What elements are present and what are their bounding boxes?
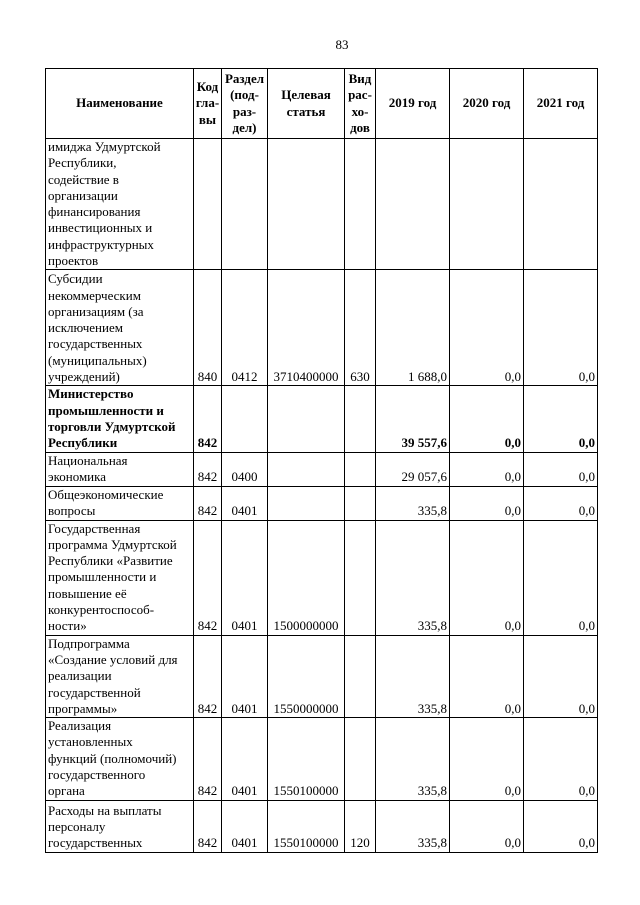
chapter-code-cell: 842: [194, 386, 222, 452]
section-cell: 0401: [222, 486, 268, 520]
value-2020-cell: 0,0: [450, 486, 524, 520]
value-2019-cell: 335,8: [376, 635, 450, 717]
value-2019-cell: 335,8: [376, 718, 450, 800]
page-number: 83: [335, 37, 349, 52]
target-article-cell: 3710400000: [268, 270, 345, 386]
target-article-cell: [268, 486, 345, 520]
budget-table: [45, 68, 598, 853]
target-article-cell: 1500000000: [268, 520, 345, 635]
value-2019-cell: 29 057,6: [376, 452, 450, 486]
value-2020-cell: 0,0: [450, 270, 524, 386]
section-cell: [222, 386, 268, 452]
value-2021-cell: 0,0: [524, 270, 598, 386]
section-cell: 0412: [222, 270, 268, 386]
table-row: [46, 452, 598, 486]
name-cell: Министерство промышленности и торговли Удмуртской Республики: [46, 386, 194, 452]
expense-type-cell: [345, 635, 376, 717]
chapter-code-cell: 840: [194, 270, 222, 386]
target-article-cell: 1550100000: [268, 718, 345, 800]
expense-type-cell: [345, 718, 376, 800]
chapter-code-cell: 842: [194, 452, 222, 486]
header-section: Раздел (под- раз- дел): [222, 69, 268, 139]
value-2019-cell: 335,8: [376, 520, 450, 635]
expense-type-cell: [345, 452, 376, 486]
name-cell: Национальная экономика: [46, 452, 194, 486]
value-2021-cell: 0,0: [524, 486, 598, 520]
chapter-code-cell: [194, 139, 222, 270]
chapter-code-cell: 842: [194, 486, 222, 520]
chapter-code-cell: 842: [194, 800, 222, 852]
value-2020-cell: 0,0: [450, 520, 524, 635]
header-expense-type: Вид рас- хо- дов: [345, 69, 376, 139]
name-cell: Государственная программа Удмуртской Республики «Развитие промышленности и повышение её конкурентоспособ- ности»: [46, 520, 194, 635]
value-2021-cell: [524, 139, 598, 270]
value-2019-cell: 335,8: [376, 486, 450, 520]
value-2020-cell: 0,0: [450, 452, 524, 486]
section-cell: 0401: [222, 800, 268, 852]
value-2021-cell: 0,0: [524, 800, 598, 852]
chapter-code-cell: 842: [194, 635, 222, 717]
table-row-ministry: [46, 386, 598, 452]
table-row: [46, 635, 598, 717]
section-cell: 0400: [222, 452, 268, 486]
name-cell: Общеэкономические вопросы: [46, 486, 194, 520]
header-2021: 2021 год: [524, 69, 598, 139]
header-chapter-code: Код гла- вы: [194, 69, 222, 139]
expense-type-cell: [345, 486, 376, 520]
table-row: [46, 139, 598, 270]
value-2020-cell: 0,0: [450, 386, 524, 452]
value-2019-cell: 1 688,0: [376, 270, 450, 386]
chapter-code-cell: 842: [194, 520, 222, 635]
name-cell: Подпрограмма «Создание условий для реализации государственной программы»: [46, 635, 194, 717]
section-cell: 0401: [222, 520, 268, 635]
value-2019-cell: [376, 139, 450, 270]
table-row: [46, 520, 598, 635]
value-2020-cell: 0,0: [450, 718, 524, 800]
target-article-cell: 1550000000: [268, 635, 345, 717]
header-target-article: Целевая статья: [268, 69, 345, 139]
value-2020-cell: [450, 139, 524, 270]
expense-type-cell: 120: [345, 800, 376, 852]
name-cell: Субсидии некоммерческим организациям (за исключением государственных (муниципальных) учреждений): [46, 270, 194, 386]
name-cell: Расходы на выплаты персоналу государственных: [46, 800, 194, 852]
value-2021-cell: 0,0: [524, 718, 598, 800]
header-name: Наименование: [46, 69, 194, 139]
table-header-row: [46, 69, 598, 139]
value-2021-cell: 0,0: [524, 635, 598, 717]
table-row: [46, 800, 598, 852]
section-cell: 0401: [222, 635, 268, 717]
name-cell: Реализация установленных функций (полномочий) государственного органа: [46, 718, 194, 800]
target-article-cell: 1550100000: [268, 800, 345, 852]
expense-type-cell: [345, 386, 376, 452]
value-2020-cell: 0,0: [450, 800, 524, 852]
table-row: [46, 486, 598, 520]
table-row: [46, 718, 598, 800]
section-cell: 0401: [222, 718, 268, 800]
header-2019: 2019 год: [376, 69, 450, 139]
expense-type-cell: 630: [345, 270, 376, 386]
expense-type-cell: [345, 139, 376, 270]
name-cell: имиджа Удмуртской Республики, содействие в организации финансирования инвестиционных и инфраструктурных проектов: [46, 139, 194, 270]
table-row: [46, 270, 598, 386]
value-2021-cell: 0,0: [524, 452, 598, 486]
target-article-cell: [268, 386, 345, 452]
value-2019-cell: 39 557,6: [376, 386, 450, 452]
section-cell: [222, 139, 268, 270]
value-2019-cell: 335,8: [376, 800, 450, 852]
target-article-cell: [268, 139, 345, 270]
value-2021-cell: 0,0: [524, 386, 598, 452]
value-2021-cell: 0,0: [524, 520, 598, 635]
value-2020-cell: 0,0: [450, 635, 524, 717]
expense-type-cell: [345, 520, 376, 635]
chapter-code-cell: 842: [194, 718, 222, 800]
target-article-cell: [268, 452, 345, 486]
header-2020: 2020 год: [450, 69, 524, 139]
